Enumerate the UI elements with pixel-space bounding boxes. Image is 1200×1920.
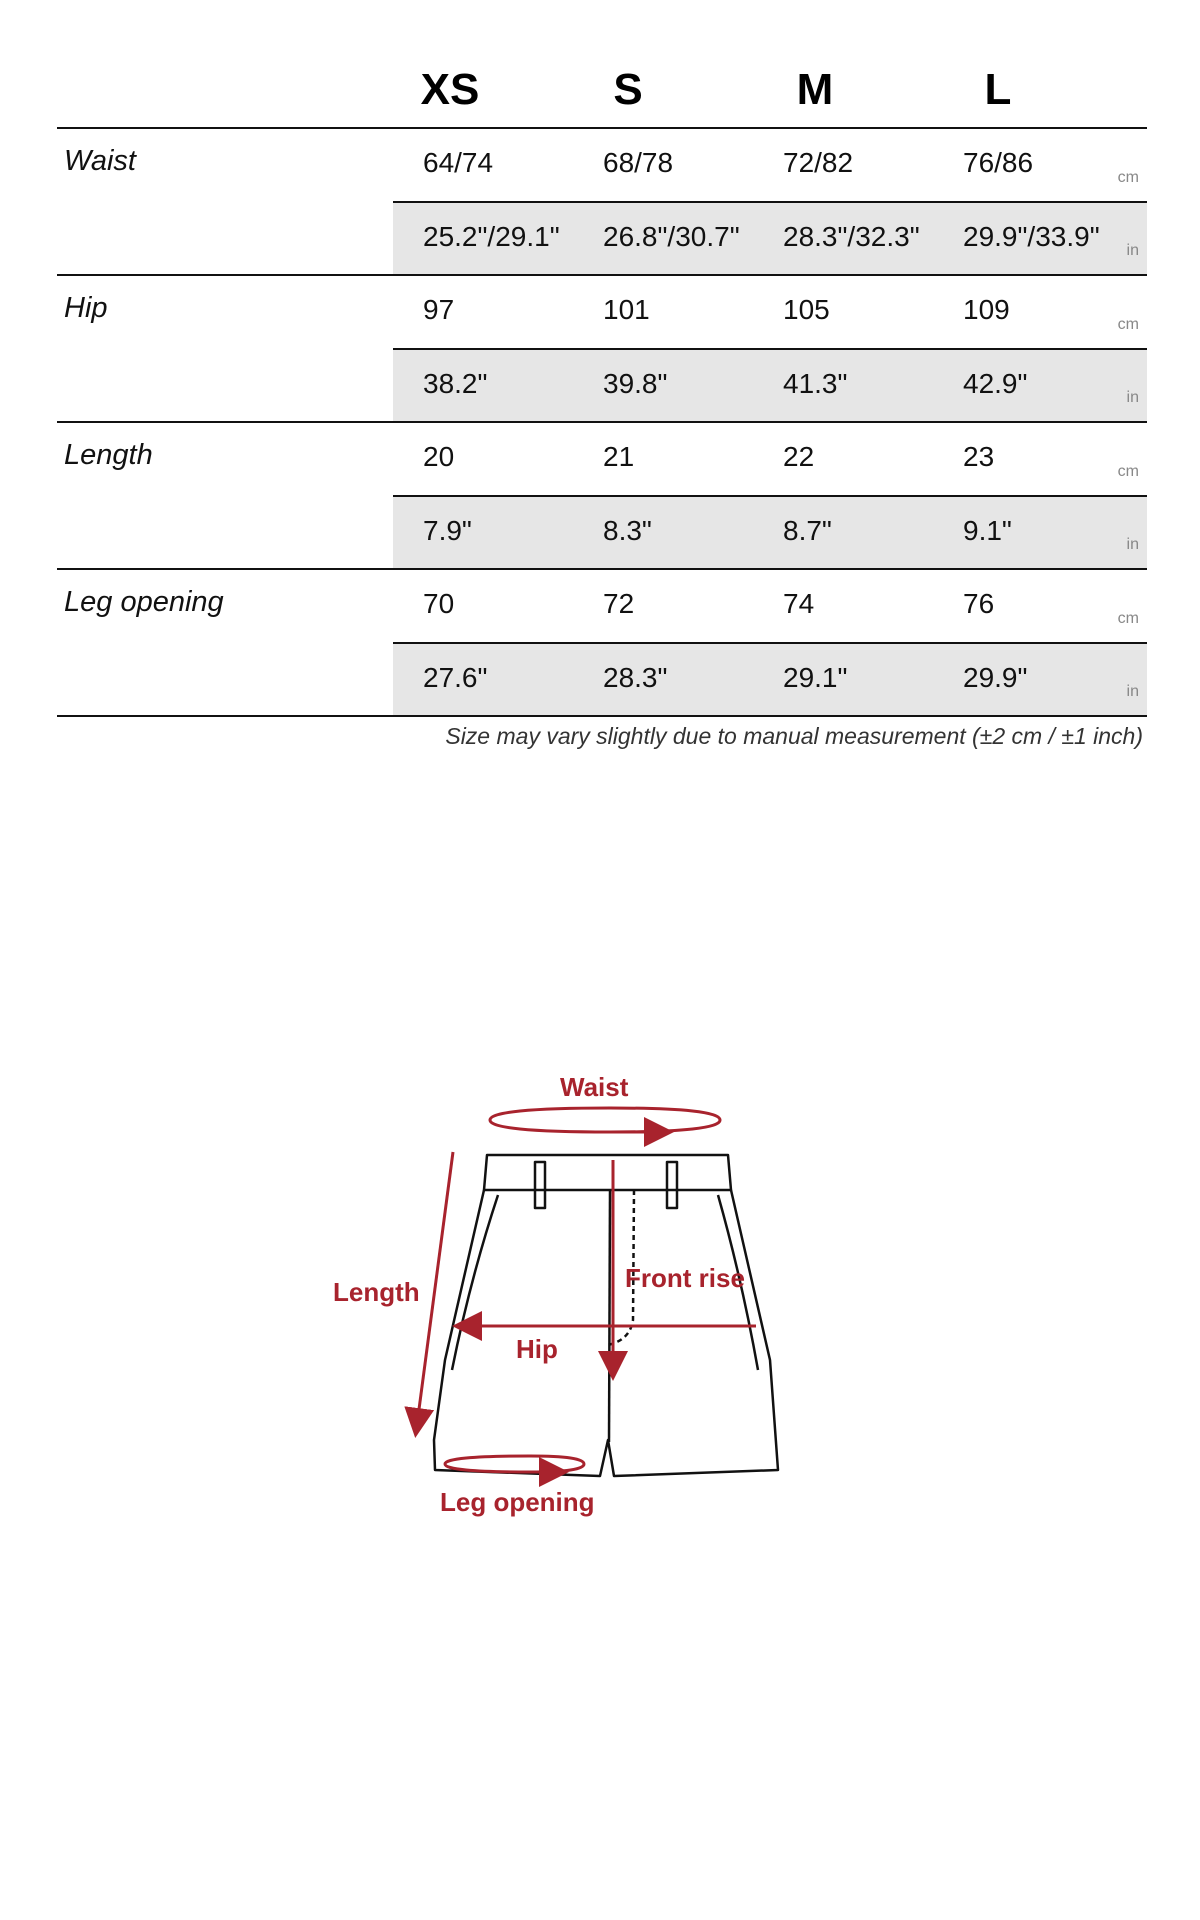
cell-m: 105: [783, 294, 830, 325]
measure-name: Hip: [64, 292, 108, 324]
measure-name: Leg opening: [64, 586, 224, 618]
measure-group-leg-opening: [57, 568, 1147, 715]
shorts-outline-icon: [0, 1040, 1200, 1560]
cell-l: 109: [963, 294, 1010, 325]
cell-s: 8.3": [603, 515, 652, 546]
cell-m: 8.7": [783, 515, 832, 546]
cell-s: 26.8"/30.7": [603, 221, 740, 252]
cell-m: 74: [783, 588, 815, 619]
measure-group-hip: [57, 274, 1147, 421]
cell-s: 28.3": [603, 662, 668, 693]
diagram-label-waist: Waist: [560, 1072, 629, 1102]
size-label-s: S: [613, 65, 643, 114]
unit-label-cm: cm: [1117, 610, 1139, 627]
shorts-outline: [434, 1155, 778, 1476]
cell-xs: 27.6": [423, 662, 488, 693]
cell-l: 9.1": [963, 515, 1012, 546]
cell-s: 101: [603, 294, 650, 325]
cell-xs: 97: [423, 294, 455, 325]
cell-xs: 70: [423, 588, 455, 619]
size-label-xs: XS: [420, 65, 480, 114]
cm-row: [393, 129, 1147, 201]
measurement-diagram: [0, 1040, 1200, 1560]
cm-row: [393, 423, 1147, 495]
measure-name: Length: [64, 439, 153, 471]
unit-label-in: in: [1126, 683, 1139, 700]
cell-s: 68/78: [603, 147, 674, 178]
in-row: [393, 201, 1147, 274]
unit-label-cm: cm: [1117, 169, 1139, 186]
cell-l: 23: [963, 441, 995, 472]
diagram-label-length: Length: [333, 1277, 420, 1307]
diagram-label-front-rise: Front rise: [625, 1263, 745, 1293]
in-row: [393, 642, 1147, 715]
cell-xs: 38.2": [423, 368, 488, 399]
measure-group-waist: [57, 127, 1147, 274]
unit-label-cm: cm: [1117, 316, 1139, 333]
cell-xs: 7.9": [423, 515, 472, 546]
cell-xs: 25.2"/29.1": [423, 221, 560, 252]
table-bottom-rule: [57, 715, 1147, 717]
cell-l: 29.9"/33.9": [963, 221, 1100, 252]
diagram-label-leg-opening: Leg opening: [440, 1487, 595, 1517]
size-label-m: M: [796, 65, 834, 114]
cell-l: 42.9": [963, 368, 1028, 399]
unit-label-in: in: [1126, 536, 1139, 553]
cell-l: 29.9": [963, 662, 1028, 693]
measure-name: Waist: [64, 145, 136, 177]
unit-label-in: in: [1126, 389, 1139, 406]
cell-s: 21: [603, 441, 635, 472]
diagram-label-hip: Hip: [516, 1334, 558, 1364]
cell-m: 28.3"/32.3": [783, 221, 920, 252]
in-row: [393, 495, 1147, 568]
cell-l: 76: [963, 588, 995, 619]
size-label-l: L: [984, 65, 1012, 114]
cell-m: 29.1": [783, 662, 848, 693]
cell-l: 76/86: [963, 147, 1034, 178]
cell-m: 22: [783, 441, 815, 472]
unit-label-in: in: [1126, 242, 1139, 259]
measurement-note: Size may vary slightly due to manual measurement (±2 cm / ±1 inch): [445, 723, 1143, 749]
cell-s: 39.8": [603, 368, 668, 399]
cell-xs: 20: [423, 441, 455, 472]
measure-group-length: [57, 421, 1147, 568]
cell-xs: 64/74: [423, 147, 494, 178]
in-row: [393, 348, 1147, 421]
size-header-row: [0, 60, 1200, 120]
unit-label-cm: cm: [1117, 463, 1139, 480]
cell-s: 72: [603, 588, 635, 619]
cm-row: [393, 276, 1147, 348]
cm-row: [393, 570, 1147, 642]
cell-m: 72/82: [783, 147, 854, 178]
size-table: [57, 127, 1147, 717]
cell-m: 41.3": [783, 368, 848, 399]
